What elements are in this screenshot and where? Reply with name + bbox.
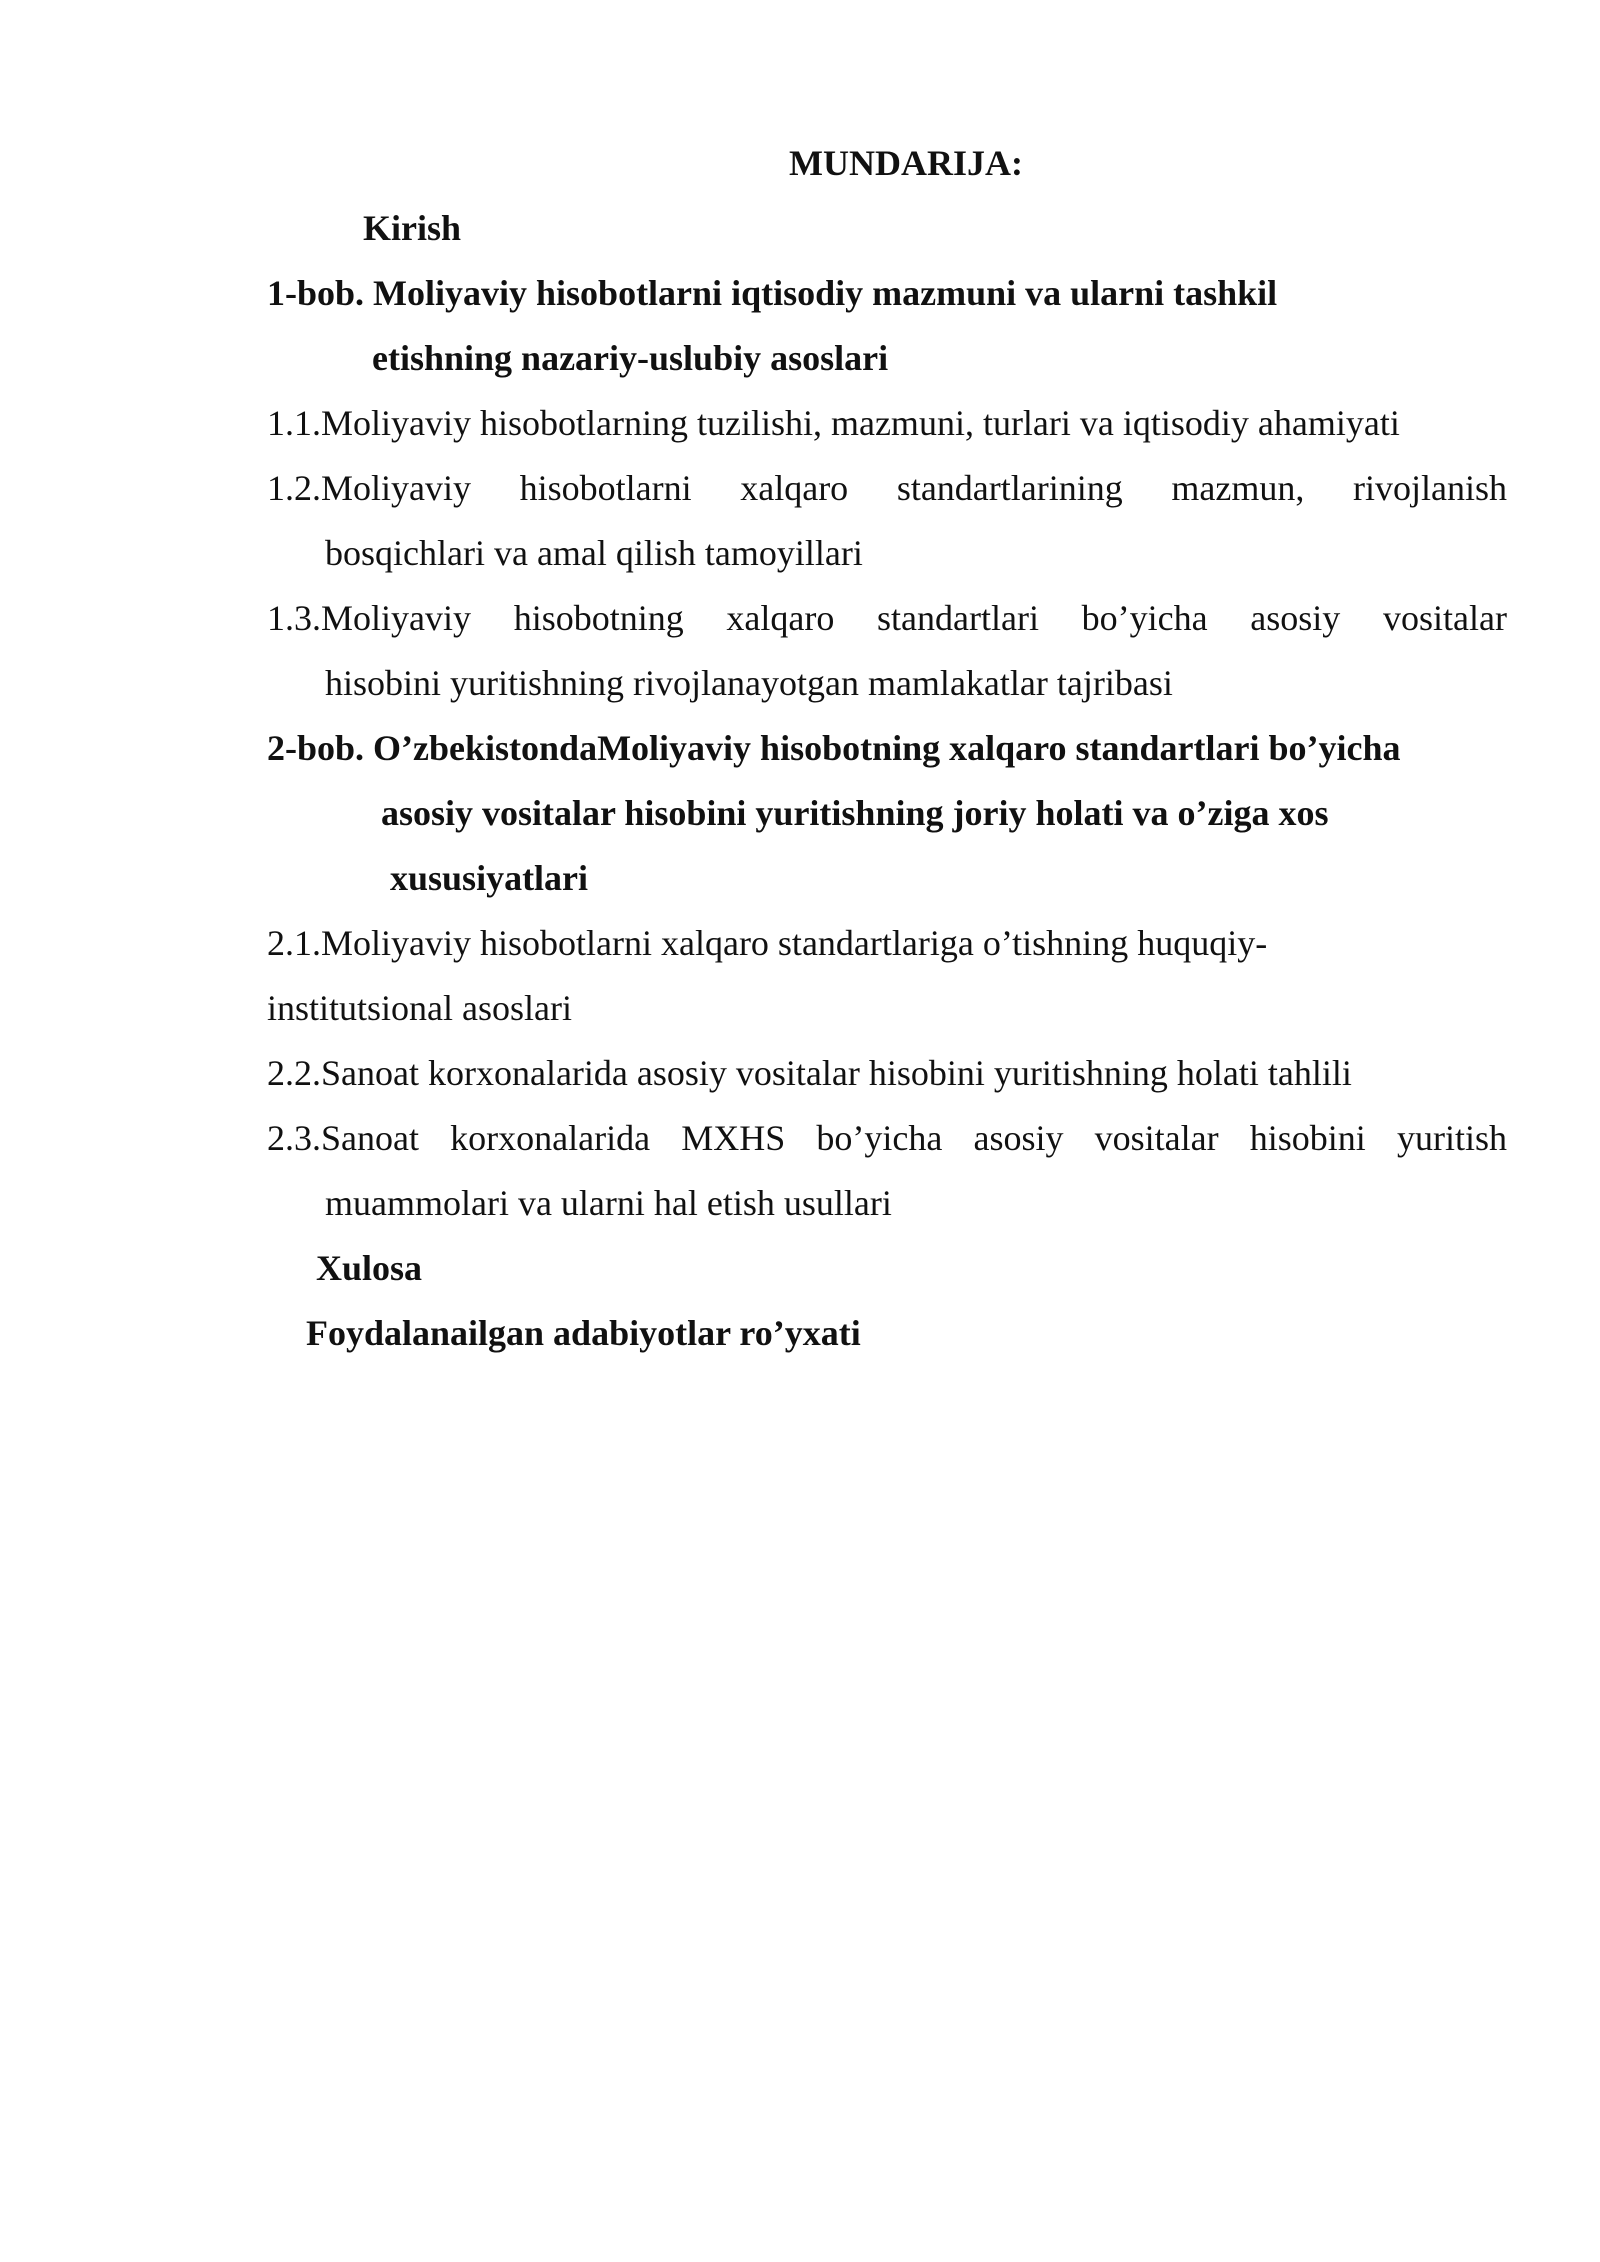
toc-word: bo’yicha (816, 1118, 943, 1158)
toc-word: hisobotning (513, 598, 684, 638)
toc-word: mazmun, (1171, 468, 1305, 508)
toc-word: hisobini (1249, 1118, 1366, 1158)
toc-word: vositalar (1382, 598, 1507, 638)
section-2-3-line-2: muammolari va ularni hal etish usullari (325, 1183, 892, 1223)
chapter-1-heading-line-1: 1-bob. Moliyaviy hisobotlarni iqtisodiy mazmuni va ularni tashkil (267, 273, 1278, 313)
section-1-1: 1.1.Moliyaviy hisobotlarning tuzilishi, mazmuni, turlari va iqtisodiy ahamiyati (267, 403, 1400, 443)
section-1-3-line-2: hisobini yuritishning rivojlanayotgan mamlakatlar tajribasi (325, 663, 1173, 703)
toc-word: hisobotlarni (519, 468, 692, 508)
toc-word: bo’yicha (1081, 598, 1208, 638)
chapter-1-heading-line-2: etishning nazariy-uslubiy asoslari (372, 338, 889, 378)
toc-intro: Kirish (363, 208, 462, 248)
toc-word: 1.2.Moliyaviy (267, 468, 471, 508)
toc-word: standartlari (877, 598, 1039, 638)
toc-word: xalqaro (740, 468, 849, 508)
toc-word: standartlarining (896, 468, 1123, 508)
section-1-2-line-1 (267, 466, 1507, 510)
toc-word: 1.3.Moliyaviy (267, 598, 471, 638)
toc-word: vositalar (1094, 1118, 1219, 1158)
section-2-2: 2.2.Sanoat korxonalarida asosiy vositalar hisobini yuritishning holati tahlili (267, 1053, 1352, 1093)
chapter-2-heading-line-2: asosiy vositalar hisobini yuritishning joriy holati va o’ziga xos (381, 793, 1329, 833)
toc-word: korxonalarida (450, 1118, 651, 1158)
toc-word: asosiy (1250, 598, 1341, 638)
toc-conclusion: Xulosa (316, 1248, 423, 1288)
toc-word: rivojlanish (1352, 468, 1507, 508)
toc-word: MXHS (681, 1118, 786, 1158)
toc-word: asosiy (973, 1118, 1064, 1158)
toc-word: yuritish (1396, 1118, 1507, 1158)
section-1-2-line-2: bosqichlari va amal qilish tamoyillari (325, 533, 863, 573)
toc-title: MUNDARIJA: (789, 143, 1023, 183)
toc-word: xalqaro (726, 598, 835, 638)
chapter-2-heading-line-3: xususiyatlari (390, 858, 589, 898)
section-2-1-line-1: 2.1.Moliyaviy hisobotlarni xalqaro standartlariga o’tishning huquqiy- (267, 923, 1268, 963)
toc-word: 2.3.Sanoat (267, 1118, 419, 1158)
section-2-3-line-1 (267, 1116, 1507, 1160)
section-2-1-line-2: institutsional asoslari (267, 988, 572, 1028)
section-1-3-line-1 (267, 596, 1507, 640)
toc-references: Foydalanailgan adabiyotlar ro’yxati (306, 1313, 861, 1353)
chapter-2-heading-line-1: 2-bob. O’zbekistondaMoliyaviy hisobotning xalqaro standartlari bo’yicha (267, 728, 1401, 768)
